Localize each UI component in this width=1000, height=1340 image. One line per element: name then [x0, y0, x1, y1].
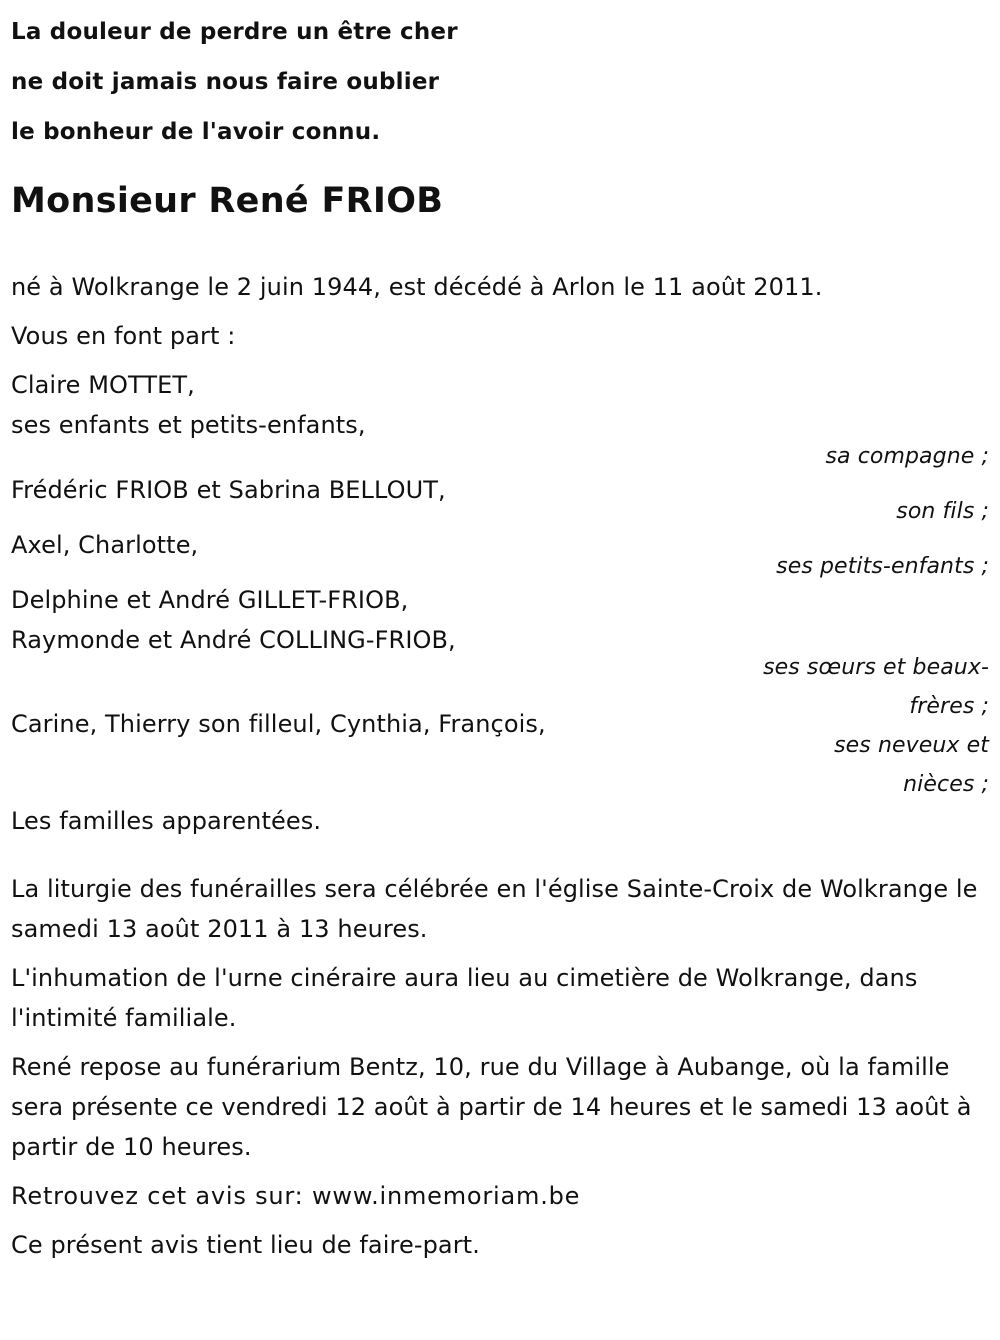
- family-relation: ses petits-enfants ;: [776, 554, 989, 579]
- memorial-quote: [11, 0, 991, 157]
- quote-line-2: ne doit jamais nous faire oublier: [11, 69, 440, 95]
- visitation-details: René repose au funérarium Bentz, 10, rue du Village à Aubange, où la famille sera présente ce vendredi 12 août à partir de 14 heures et le samedi 13 août à partir de 10 heures.: [11, 1053, 972, 1161]
- family-relation: sa compagne ;: [825, 444, 989, 469]
- family-member-line: Raymonde et André COLLING-FRIOB,: [11, 626, 456, 654]
- announcement-intro: Vous en font part :: [11, 322, 236, 350]
- family-relation: ses sœurs et beaux-frères ;: [763, 655, 989, 719]
- birth-death-line: né à Wolkrange le 2 juin 1944, est décédé à Arlon le 11 août 2011.: [11, 273, 823, 301]
- family-group: [11, 365, 991, 476]
- family-group: [11, 470, 991, 531]
- family-group: [11, 525, 991, 586]
- website-line: Retrouvez cet avis sur: www.inmemoriam.be: [11, 1182, 581, 1210]
- quote-line-1: La douleur de perdre un être cher: [11, 19, 458, 45]
- family-member-line: Delphine et André GILLET-FRIOB,: [11, 586, 409, 614]
- quote-line-3: le bonheur de l'avoir connu.: [11, 119, 381, 145]
- notice-body: [11, 267, 991, 1265]
- family-member-line: Axel, Charlotte,: [11, 531, 199, 559]
- family-member-line: Carine, Thierry son filleul, Cynthia, François,: [11, 710, 546, 738]
- burial-details: L'inhumation de l'urne cinéraire aura lieu au cimetière de Wolkrange, dans l'intimité familiale.: [11, 964, 918, 1032]
- family-relation: son fils ;: [896, 499, 989, 524]
- obituary-notice: [11, 0, 991, 1340]
- family-relation: ses neveux et nièces ;: [834, 733, 989, 797]
- notice-line: Ce présent avis tient lieu de faire-part.: [11, 1231, 480, 1259]
- family-member-line: Claire MOTTET,: [11, 371, 195, 399]
- family-member-line: Frédéric FRIOB et Sabrina BELLOUT,: [11, 476, 446, 504]
- families-line: Les familles apparentées.: [11, 807, 322, 835]
- family-member-line: ses enfants et petits-enfants,: [11, 411, 366, 439]
- deceased-name: Monsieur René FRIOB: [11, 181, 444, 221]
- family-group: [11, 704, 991, 804]
- liturgy-details: La liturgie des funérailles sera célébrée en l'église Sainte-Croix de Wolkrange le samedi 13 août 2011 à 13 heures.: [11, 875, 978, 943]
